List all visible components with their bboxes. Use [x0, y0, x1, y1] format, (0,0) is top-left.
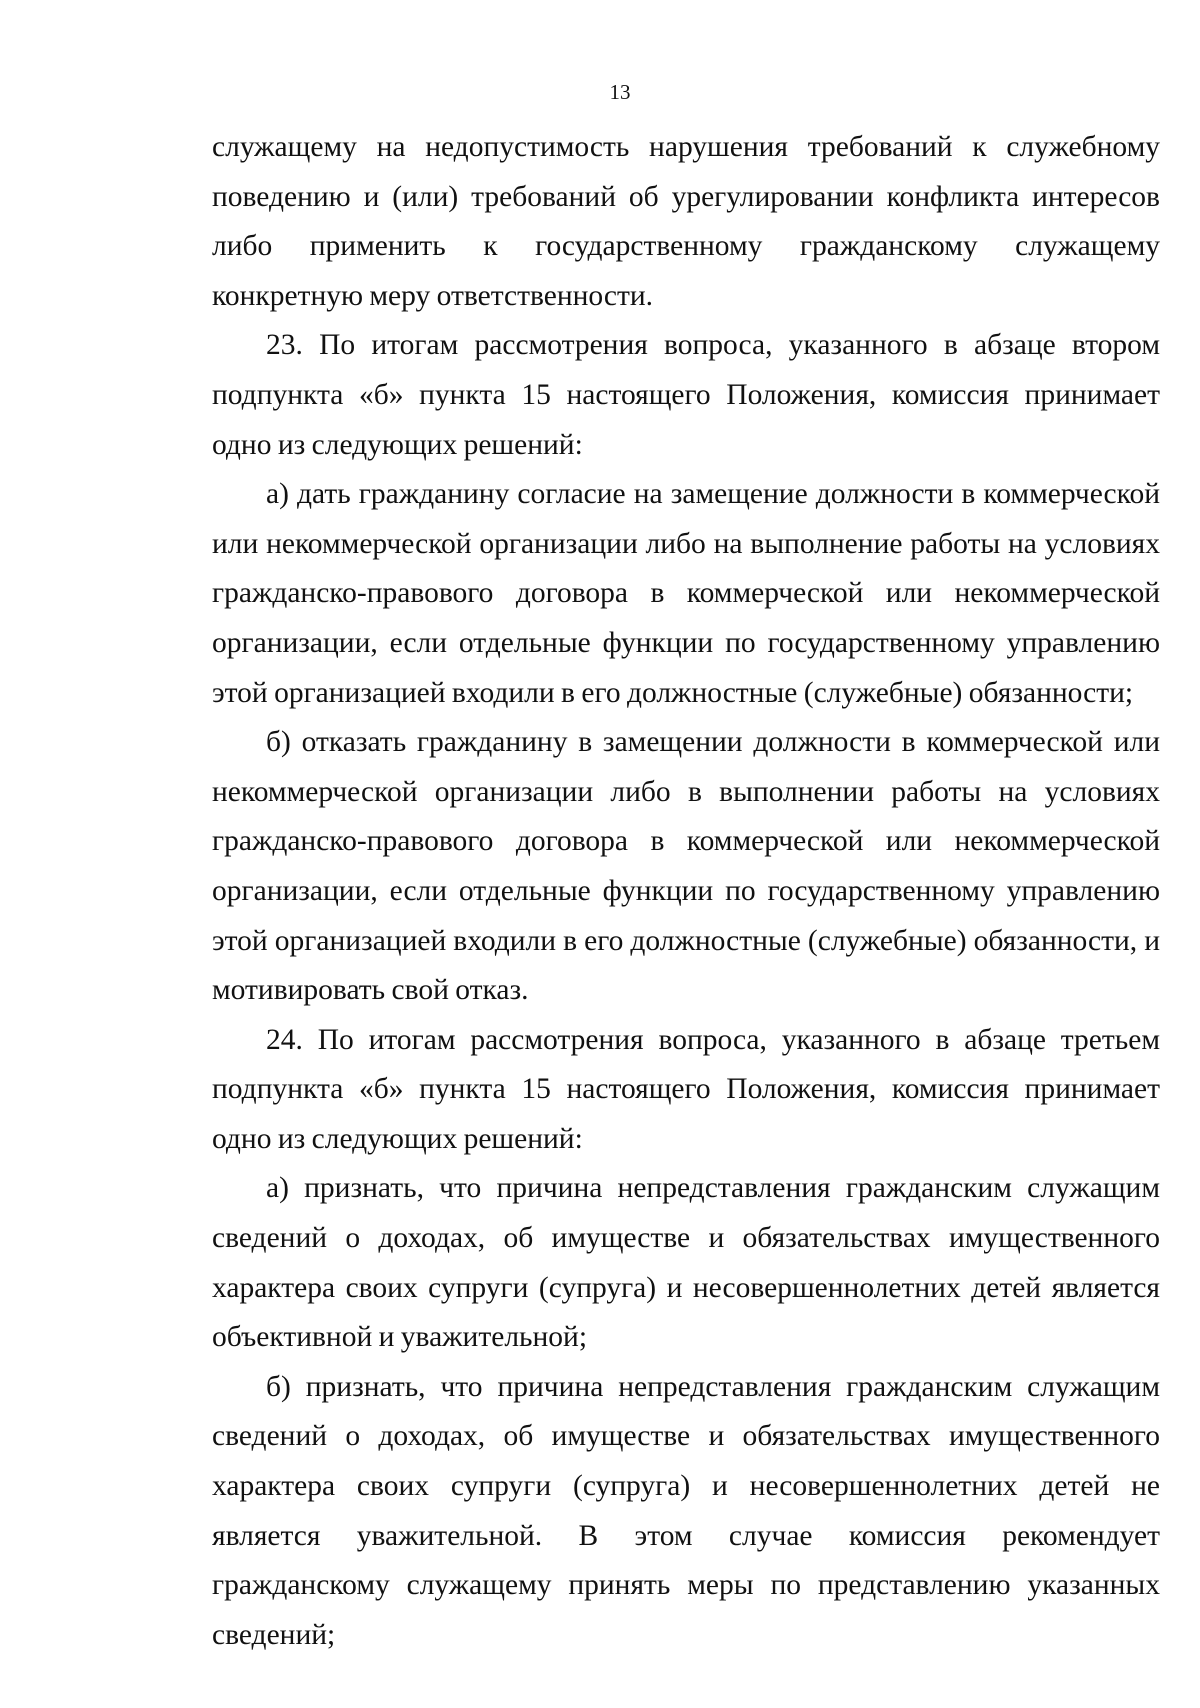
document-body [212, 123, 1160, 1660]
paragraph-item-24a: а) признать, что причина непредставления гражданским служащим сведений о доходах, об имуществе и обязательствах имущественного характера своих супруги (супруга) и несовершеннолетних детей является объективной и уважительной; [212, 1172, 1160, 1354]
paragraph-item-23: 23. По итогам рассмотрения вопроса, указанного в абзаце втором подпункта «б» пункта 15 настоящего Положения, комиссия принимает одно из следующих решений: [212, 329, 1160, 461]
paragraph-item-23a: а) дать гражданину согласие на замещение должности в коммерческой или некоммерческой организации либо на выполнение работы на условиях гражданско-правового договора в коммерческой или некоммерческой организации, если отдельные функции по государственному управлению этой организацией входили в его должностные (служебные) обязанности; [212, 478, 1160, 709]
paragraph-item-24: 24. По итогам рассмотрения вопроса, указанного в абзаце третьем подпункта «б» пункта 15 настоящего Положения, комиссия принимает одно из следующих решений: [212, 1023, 1160, 1155]
paragraph-continuation: служащему на недопустимость нарушения требований к служебному поведению и (или) требований об урегулировании конфликта интересов либо применить к государственному гражданскому служащему конкретную меру ответственности. [212, 131, 1160, 312]
paragraph-item-24b: б) признать, что причина непредставления гражданским служащим сведений о доходах, об имуществе и обязательствах имущественного характера своих супруги (супруга) и несовершеннолетних детей не является уважительной. В этом случае комиссия рекомендует гражданскому служащему принять меры по представлению указанных сведений; [212, 1370, 1160, 1651]
page-number: 13 [609, 80, 631, 104]
paragraph-item-23b: б) отказать гражданину в замещении должности в коммерческой или некоммерческой организации либо в выполнении работы на условиях гражданско-правового договора в коммерческой или некоммерческой организации, если отдельные функции по государственному управлению этой организацией входили в его должностные (служебные) обязанности, и мотивировать свой отказ. [212, 726, 1160, 1007]
